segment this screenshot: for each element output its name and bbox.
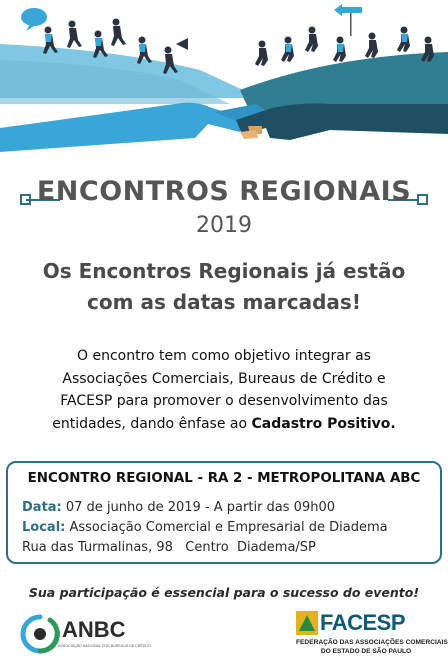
anbc-wordmark: ANBC (62, 617, 126, 642)
left-arm (0, 103, 246, 152)
facesp-logo (296, 610, 448, 660)
facesp-subtitle-2: DO ESTADO DE SÃO PAULO (320, 648, 412, 655)
speech-bubble-icon (21, 8, 47, 26)
title-year: 2019 (196, 213, 252, 238)
facesp-emblem-icon (296, 611, 318, 635)
place-value: Associação Comercial e Empresarial de Diadema (65, 520, 388, 535)
anbc-emblem-icon (20, 614, 60, 654)
facesp-wordmark: FACESP (320, 610, 406, 635)
cadastro-positivo-highlight: Cadastro Positivo. (251, 415, 396, 432)
intro-line-2: Associações Comerciais, Bureaus de Crédito e (62, 370, 386, 387)
event-box (6, 461, 442, 564)
main-title: ENCONTROS REGIONAIS (36, 176, 412, 207)
headline-line-1: Os Encontros Regionais já estão (42, 259, 406, 283)
intro-line-4 (14, 413, 434, 436)
event-title: ENCONTRO REGIONAL - RA 2 - METROPOLITANA ABC (27, 471, 421, 486)
megaphone-icon (176, 38, 188, 50)
date-value: 07 de junho de 2019 - A partir das 09h00 (61, 500, 335, 515)
anbc-tagline: ASSOCIAÇÃO NACIONAL DOS BUREAUS DE CRÉDITO (58, 644, 152, 648)
event-address: Rua das Turmalinas, 98 Centro Diadema/SP (22, 540, 316, 555)
direction-sign-icon (334, 4, 362, 16)
intro-line-4-text: entidades, dando ênfase ao (52, 415, 252, 432)
intro-paragraph (14, 345, 434, 435)
right-ground (240, 52, 448, 112)
event-date (22, 500, 335, 515)
intro-line-3: FACESP para promover o desenvolvimento das (60, 393, 388, 409)
intro-line-1: O encontro tem como objetivo integrar as (77, 348, 371, 364)
headline (10, 256, 438, 318)
people-running-handshake-illustration (0, 0, 448, 165)
event-place (22, 520, 388, 535)
facesp-subtitle-1: FEDERAÇÃO DAS ASSOCIAÇÕES COMERCIAIS (296, 639, 448, 646)
closing-message: Sua participação é essencial para o sucesso do evento! (28, 585, 420, 600)
anbc-logo (20, 612, 152, 656)
headline-line-2: com as datas marcadas! (87, 290, 361, 314)
place-label: Local: (22, 520, 66, 535)
date-label: Data: (22, 500, 62, 515)
hero-illustration (0, 0, 448, 165)
